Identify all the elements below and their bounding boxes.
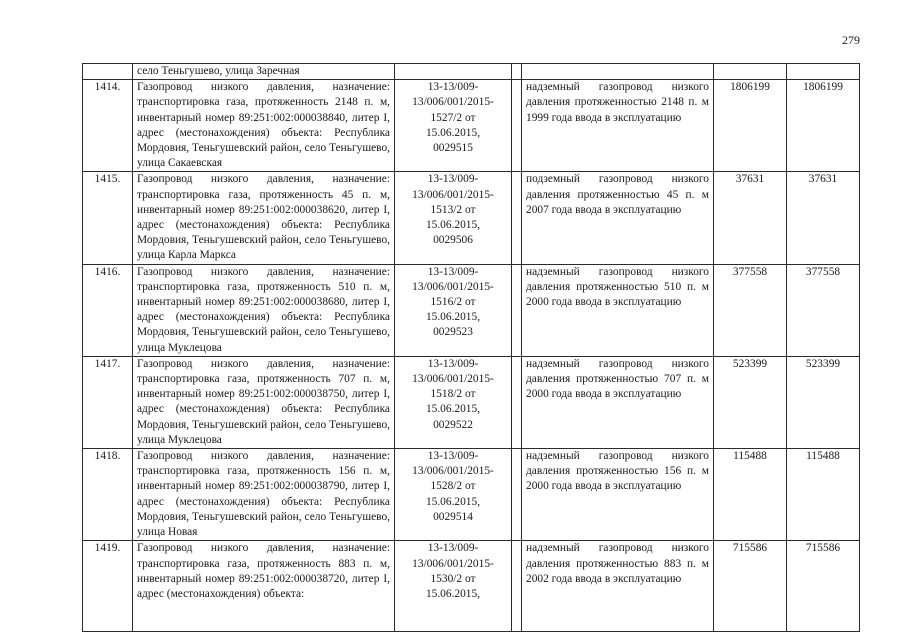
table-row [83,264,860,356]
registration-record [395,356,512,448]
page-number: 279 [842,33,860,47]
spacer-cell [512,80,522,172]
object-description: Газопровод низкого давления, назначение: транспортировка газа, протяженность 883 п. м, инвентарный номер 89:251:002:000038720, литер I, адрес (местонахождения) объекта: [133,541,395,632]
registration-line: 0029506 [433,234,473,247]
continuation-char-cell [522,64,714,80]
row-number: 1418. [83,449,133,541]
registry-table-container [82,63,859,600]
registration-line: 1528/2 от [430,480,476,493]
registry-table [82,63,860,632]
value-2: 715586 [787,541,860,632]
spacer-cell [512,264,522,356]
object-characteristic: подземный газопровод низкого давления протяженностью 45 п. м 2007 года ввода в эксплуатацию [522,172,714,264]
registration-line: 15.06.2015, [425,311,481,324]
continuation-value2-cell [787,64,860,80]
row-number: 1414. [83,80,133,172]
registration-line: 13/006/001/2015- [412,465,494,478]
registration-line: 13-13/009- [427,450,479,463]
registration-line: 15.06.2015, [425,219,481,232]
continuation-sep-cell [512,64,522,80]
value-2: 37631 [787,172,860,264]
object-characteristic: надземный газопровод низкого давления протяженностью 883 п. м 2002 года ввода в эксплуатацию [522,541,714,632]
value-2: 377558 [787,264,860,356]
registration-line: 13/006/001/2015- [412,96,494,109]
registration-line: 1516/2 от [430,296,476,309]
table-row [83,80,860,172]
registration-line: 1513/2 от [430,203,476,216]
registration-line: 0029523 [433,326,473,339]
registration-record [395,449,512,541]
continuation-value1-cell [714,64,787,80]
registration-line: 13/006/001/2015- [412,188,494,201]
object-characteristic: надземный газопровод низкого давления протяженностью 707 п. м 2000 года ввода в эксплуатацию [522,356,714,448]
object-description: Газопровод низкого давления, назначение: транспортировка газа, протяженность 510 п. м, инвентарный номер 89:251:002:000038680, литер I, адрес (местонахождения) объекта: Республика Мордовия, Теньгушевский район, село Теньгушево, улица Муклецова [133,264,395,356]
registration-line: 13/006/001/2015- [412,557,494,570]
value-2: 523399 [787,356,860,448]
registration-line: 15.06.2015, [425,495,481,508]
spacer-cell [512,449,522,541]
registration-line: 0029522 [433,418,473,431]
row-number: 1419. [83,541,133,632]
registration-record [395,80,512,172]
registration-line: 13-13/009- [427,265,479,278]
object-description: Газопровод низкого давления, назначение: транспортировка газа, протяженность 156 п. м, инвентарный номер 89:251:002:000038790, литер I, адрес (местонахождения) объекта: Республика Мордовия, Теньгушевский район, село Теньгушево, улица Новая [133,449,395,541]
registration-line: 15.06.2015, [425,403,481,416]
object-description: Газопровод низкого давления, назначение: транспортировка газа, протяженность 45 п. м, инвентарный номер 89:251:002:000038620, литер I, адрес (местонахождения) объекта: Республика Мордовия, Теньгушевский район, село Теньгушево, улица Карла Маркса [133,172,395,264]
registration-record [395,264,512,356]
row-number: 1416. [83,264,133,356]
value-1: 1806199 [714,80,787,172]
registration-line: 13-13/009- [427,173,479,186]
registration-line: 1530/2 от [430,572,476,585]
value-1: 115488 [714,449,787,541]
registration-line: 0029514 [433,510,473,523]
table-row [83,172,860,264]
object-description: Газопровод низкого давления, назначение: транспортировка газа, протяженность 707 п. м, инвентарный номер 89:251:002:000038750, литер I, адрес (местонахождения) объекта: Республика Мордовия, Теньгушевский район, село Теньгушево, улица Муклецова [133,356,395,448]
object-characteristic: надземный газопровод низкого давления протяженностью 156 п. м 2000 года ввода в эксплуатацию [522,449,714,541]
registration-record [395,172,512,264]
registration-line: 15.06.2015, [425,126,481,139]
object-characteristic: надземный газопровод низкого давления протяженностью 510 п. м 2000 года ввода в эксплуатацию [522,264,714,356]
registration-line: 13-13/009- [427,81,479,94]
row-number: 1417. [83,356,133,448]
continuation-row [83,64,860,80]
value-1: 715586 [714,541,787,632]
spacer-cell [512,356,522,448]
registration-line: 13/006/001/2015- [412,373,494,386]
registration-line: 1527/2 от [430,111,476,124]
registration-line: 13/006/001/2015- [412,280,494,293]
continuation-reg-cell [395,64,512,80]
registration-line: 0029515 [433,142,473,155]
spacer-cell [512,541,522,632]
registration-line: 1518/2 от [430,388,476,401]
value-1: 37631 [714,172,787,264]
registration-line: 13-13/009- [427,542,479,555]
value-2: 115488 [787,449,860,541]
table-row [83,449,860,541]
object-characteristic: надземный газопровод низкого давления протяженностью 2148 п. м 1999 года ввода в эксплуатацию [522,80,714,172]
object-description: Газопровод низкого давления, назначение: транспортировка газа, протяженность 2148 п. м, инвентарный номер 89:251:002:000038840, литер I, адрес (местонахождения) объекта: Республика Мордовия, Теньгушевский район, село Теньгушево, улица Сакаевская [133,80,395,172]
table-row [83,541,860,632]
spacer-cell [512,172,522,264]
registration-line: 15.06.2015, [425,587,481,600]
registration-line: 13-13/009- [427,357,479,370]
value-2: 1806199 [787,80,860,172]
registration-record [395,541,512,632]
value-1: 377558 [714,264,787,356]
row-number: 1415. [83,172,133,264]
value-1: 523399 [714,356,787,448]
continuation-text: село Теньгушево, улица Заречная [133,64,395,80]
continuation-num-cell [83,64,133,80]
table-row [83,356,860,448]
